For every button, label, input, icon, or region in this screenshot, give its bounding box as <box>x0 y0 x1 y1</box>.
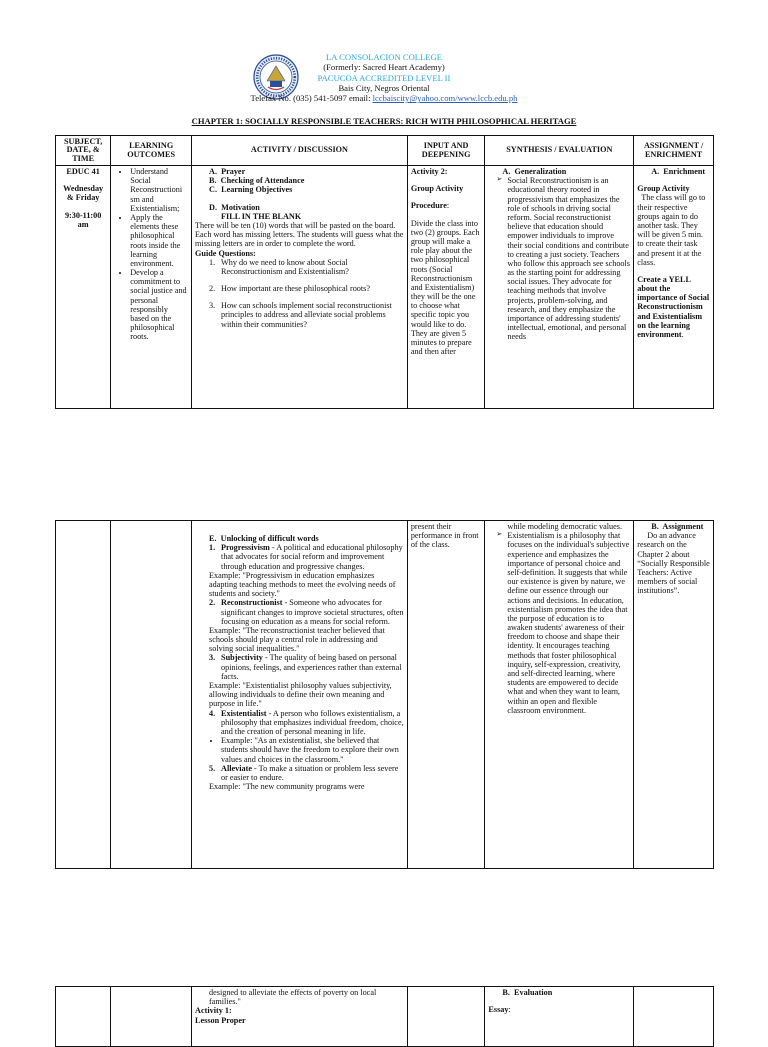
guide-question: Why do we need to know about Social Reconstructionism and Existentialism? <box>221 257 349 276</box>
college-address: Bais City, Negros Oriental <box>338 82 430 93</box>
outcomes-cell <box>111 166 192 409</box>
activity-cell <box>192 521 408 869</box>
word-example-continued: designed to alleviate the effects of poverty on local families." <box>209 988 377 1007</box>
column-header-subject: SUBJECT, DATE, & TIME <box>56 136 111 166</box>
yell-task: Create a YELL about the importance of Social Reconstructionism and Existentialism on the learning environment <box>637 274 710 339</box>
activity-b-letter: B. <box>209 176 217 186</box>
activity-1-colon: : <box>228 1006 232 1016</box>
procedure-label: Procedure <box>410 201 447 211</box>
outcome-item: • Apply the elements these philosophical roots inside the learning environment. <box>130 213 188 268</box>
word-term: Reconstructionist <box>221 598 283 608</box>
word-number: 3. <box>209 653 216 663</box>
synthesis-cell <box>485 521 634 869</box>
word-number: 5. <box>209 763 216 773</box>
assignment-b-letter: B. <box>651 522 659 531</box>
input-cell <box>407 166 485 409</box>
evaluation-title: Evaluation <box>514 988 553 997</box>
column-header-assignment: ASSIGNMENT / ENRICHMENT <box>634 136 714 166</box>
lesson-plan-table-page-3 <box>55 986 714 1047</box>
question-number: 3. <box>209 301 216 311</box>
assignment-cell <box>634 166 714 409</box>
subject-cell <box>56 166 111 409</box>
outcomes-cell-empty <box>111 987 192 1047</box>
activity-c-letter: C. <box>209 185 218 195</box>
subject-code: EDUC 41 <box>66 167 100 176</box>
chapter-title: CHAPTER 1: SOCIALLY RESPONSIBLE TEACHERS: RICH WITH PHILOSOPHICAL HERITAGE <box>191 116 577 126</box>
word-example: Example: "Existentialist philosophy values subjectivity, allowing individuals to define their own meaning and purpose in life." <box>209 681 392 709</box>
activity-prayer: Prayer <box>221 167 246 176</box>
generalization-paragraph: ➢ Social Reconstructionism is an educational theory rooted in progressivism that emphasizes the role of schools in driving social reform. Social reconstructionist believe that education should empower individuals to improve their social conditions and contribute to creating a just society. Teachers who follow this approach see schools as the starting point for addressing social issues. They advocate for teaching methods that involve projects, problem-solving, and research, and they emphasize the importance of addressing students' intellectual, emotional, and personal needs <box>498 176 630 341</box>
activity-1-label: Activity 1 <box>195 1006 229 1016</box>
column-header-input: INPUT AND DEEPENING <box>407 136 485 166</box>
word-definition: - A person who follows existentialism, a philosophy that emphasizes individual freedom, choice, and the creation of personal meaning in life. <box>221 708 404 736</box>
enrichment-title: Enrichment <box>663 167 706 176</box>
guide-question: How can schools implement social reconstructionist principles to address and alleviate social problems within their communities? <box>221 301 392 329</box>
contact-line <box>0 93 768 103</box>
activity-d-letter: D. <box>209 202 218 212</box>
question-number: 2. <box>209 284 216 294</box>
word-example: Example: "Progressivism in education emphasizes adapting teaching methods to meet the evolving needs of students and society." <box>209 570 396 599</box>
outcome-item: • Understand Social Reconstructioni sm and Existentialism; <box>130 167 188 213</box>
essay-colon: : <box>508 1005 511 1015</box>
lesson-plan-table-page-1 <box>55 135 714 409</box>
word-definition: - The quality of being based on personal opinions, feelings, and experiences rather than external facts. <box>221 653 402 681</box>
word-definition: - To make a situation or problem less severe or easier to endure. <box>221 763 399 782</box>
subject-cell-empty <box>56 521 111 869</box>
difficult-words-title: Unlocking of difficult words <box>220 534 319 543</box>
assignment-title: Assignment <box>662 522 704 531</box>
activity-motivation: Motivation <box>221 202 260 212</box>
yell-period: . <box>681 330 684 339</box>
activity-e-letter: E. <box>209 534 217 543</box>
generalization-title: Generalization <box>514 167 567 176</box>
question-number: 1. <box>209 257 216 267</box>
essay-label: Essay <box>488 1005 509 1015</box>
synthesis-a-letter: A. <box>502 167 511 176</box>
procedure-text: Divide the class into two (2) groups. Each group will make a role play about the two philosophical roots (Social Reconstructionism and Existentialism) they will be the one to choose what specific topic you would like to do. They are given 5 minutes to prepare and then after <box>410 218 480 357</box>
word-number: 2. <box>209 598 216 608</box>
word-number: 4. <box>209 708 216 718</box>
guide-questions-label: Guide Questions: <box>195 248 256 258</box>
enrichment-text: The class will go to their respective groups again to do another task. They will be given 5 min. to create their task and present it at the class. <box>637 193 706 267</box>
word-term: Progressivism <box>221 543 270 553</box>
outcomes-cell-empty <box>111 521 192 869</box>
college-former-name: (Formerly: Sacred Heart Academy) <box>323 62 445 73</box>
assignment-a-letter: A. <box>651 167 660 176</box>
word-example: Example: "The reconstructionist teacher believed that schools should play a central role in addressing and solving social inequalities." <box>209 625 385 654</box>
procedure-text-continued: present their performance in front of the class. <box>410 522 479 550</box>
accreditation: PACUCOA ACCREDITED LEVEL II <box>317 72 451 83</box>
column-header-outcomes: LEARNING OUTCOMES <box>111 136 192 166</box>
word-term: Subjectivity <box>221 653 263 663</box>
group-activity-label: Group Activity <box>410 184 464 194</box>
synthesis-cell <box>485 166 634 409</box>
synthesis-b-letter: B. <box>502 988 510 997</box>
synthesis-cell <box>485 987 634 1047</box>
word-term: Alleviate <box>221 763 252 773</box>
assignment-cell-empty <box>634 987 714 1047</box>
contact-link[interactable]: lccbaiscity@yahoo.com/www.lccb.edu.ph <box>372 93 518 104</box>
subject-cell-empty <box>56 987 111 1047</box>
word-example: • Example: "As an existentialist, she believed that students should have the freedom to explore their own values and choices in the classroom." <box>221 736 404 764</box>
subject-time: 9:30-11:00 am <box>64 210 102 229</box>
column-header-synthesis: SYNTHESIS / EVALUATION <box>485 136 634 166</box>
activity-2-label: Activity 2 <box>410 167 445 176</box>
activity-2-colon: : <box>444 167 448 176</box>
guide-question: How important are these philosophical roots? <box>221 284 370 294</box>
assignment-cell <box>634 521 714 869</box>
subject-days: Wednesday & Friday <box>63 184 104 203</box>
word-definition: - A political and educational philosophy that advocates for social reform and improvement through education and progressive changes. <box>221 543 403 571</box>
document-header <box>0 52 768 104</box>
contact-text: Telefax No. (035) 541-5097 email: <box>250 93 373 104</box>
word-definition: - Someone who advocates for significant changes to improve societal structures, often focusing on education as a means for social reform. <box>221 598 404 626</box>
column-header-activity: ACTIVITY / DISCUSSION <box>192 136 408 166</box>
activity-a-letter: A. <box>209 167 218 176</box>
existentialism-paragraph: ➢ Existentialism is a philosophy that focuses on the individual's subjective experience and emphasizes the importance of personal choice and self-definition. It suggests that while our existence is given by nature, we define our essence through our actions and decisions. In education, existentialism promotes the idea that the purpose of education is to awaken students' awareness of their freedom to choose and shape their identity. It encourages teaching methods that foster philosophical inquiry, self-expression, creativity, and self-directed learning, where students are empowered to decide what and when they want to learn, within an open and flexible classroom environment. <box>498 531 630 715</box>
group-activity-label: Group Activity <box>637 184 690 194</box>
outcome-item: • Develop a commitment to social justice and personal responsibly based on the philosophical roots. <box>130 268 188 342</box>
lesson-plan-table-page-2 <box>55 520 714 869</box>
generalization-continued: while modeling democratic values. <box>507 522 623 531</box>
word-term: Existentialist <box>221 708 267 718</box>
activity-cell <box>192 987 408 1047</box>
fill-in-the-blank-title: FILL IN THE BLANK <box>221 211 302 221</box>
input-cell <box>407 521 485 869</box>
activity-attendance: Checking of Attendance <box>220 176 305 186</box>
activity-cell <box>192 166 408 409</box>
college-name: LA CONSOLACION COLLEGE <box>325 52 442 62</box>
word-number: 1. <box>209 543 216 553</box>
activity-objectives: Learning Objectives <box>221 185 293 195</box>
assignment-text: Do an advance research on the Chapter 2 about “Socially Responsible Teachers: Active members of social institutions”. <box>637 531 710 596</box>
word-example: Example: "The new community programs were <box>209 782 365 792</box>
input-cell-empty <box>407 987 485 1047</box>
fill-in-the-blank-text: There will be ten (10) words that will be pasted on the board. Each word has missing letters. The students will guess what the missing letters are in order to complete the word. <box>195 220 404 249</box>
procedure-colon: : <box>446 201 450 211</box>
lesson-proper-label: Lesson Proper <box>195 1015 246 1025</box>
